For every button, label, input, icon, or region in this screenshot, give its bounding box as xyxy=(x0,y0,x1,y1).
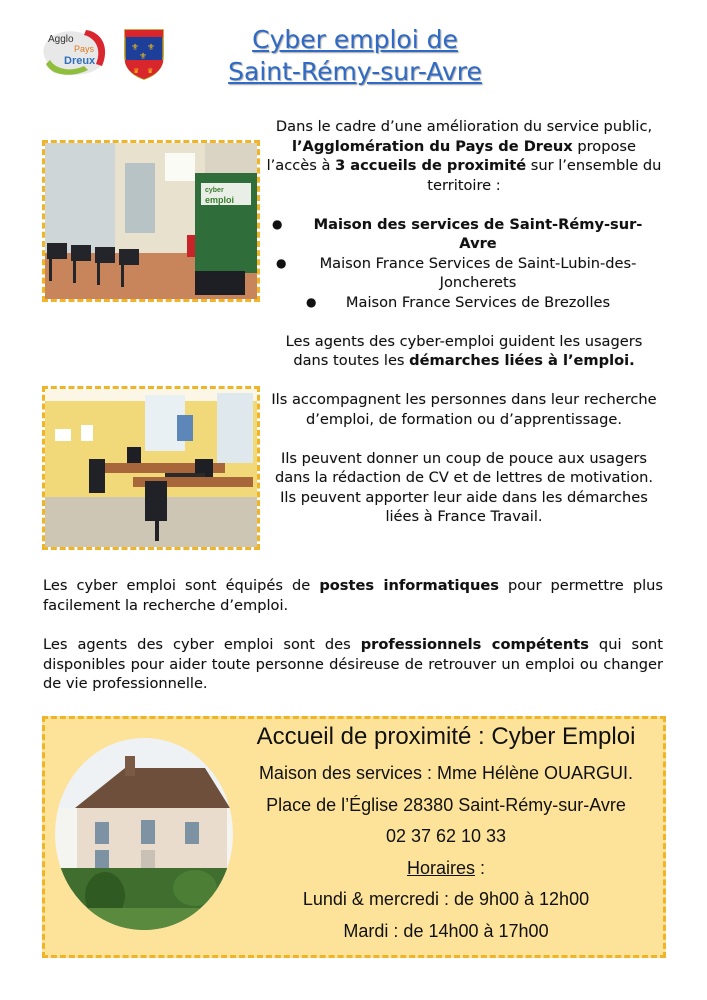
list-item: ● Maison des services de Saint-Rémy-sur-Avre xyxy=(272,215,643,252)
contact-address: Place de l’Église 28380 Saint-Rémy-sur-Avre xyxy=(266,794,626,815)
contact-person: Maison des services : Mme Hélène OUARGUI. xyxy=(258,763,634,783)
svg-text:♛: ♛ xyxy=(133,67,140,75)
page-title xyxy=(150,24,560,88)
professionals-paragraph: Les agents des cyber emploi sont des professionnels compétents qui sont disponibles pour aider toute personne désireuse de retrouver un emploi ou changer de vie professionnelle. xyxy=(43,636,663,692)
svg-text:⚜: ⚜ xyxy=(147,43,156,53)
svg-text:⚜: ⚜ xyxy=(131,43,140,53)
agglo-pays-de-dreux-logo xyxy=(38,26,110,78)
contact-details xyxy=(232,722,660,947)
title-line-1: Cyber emploi de xyxy=(252,25,458,54)
contact-heading: Accueil de proximité : Cyber Emploi xyxy=(256,723,636,750)
office-photo xyxy=(42,140,260,302)
help-paragraph: Ils peuvent donner un coup de pouce aux usagers dans la rédaction de CV et de lettres de motivation. Ils peuvent apporter leur aide dans les démarches liées à France Travail. xyxy=(274,449,654,525)
agents-paragraph: Les agents des cyber-emploi guident les usagers dans toutes les démarches liées à l’emploi. xyxy=(285,332,643,369)
equipment-paragraph: Les cyber emploi sont équipés de postes informatiques pour permettre plus facilement la recherche d’emploi. xyxy=(43,577,664,614)
computer-room-photo xyxy=(42,386,260,550)
accueils-count: 3 accueils de proximité xyxy=(335,157,527,174)
logo-word-2: Pays xyxy=(74,44,95,54)
svg-text:⚜: ⚜ xyxy=(139,52,148,62)
agglo-name: l’Agglomération du Pays de Dreux xyxy=(291,137,573,155)
svg-text:♛: ♛ xyxy=(147,67,154,75)
sign-word-2: emploi xyxy=(205,195,235,205)
hours-label: Horaires : xyxy=(406,857,486,878)
list-item: ● Maison France Services de Brezolles xyxy=(306,293,611,311)
services-list xyxy=(266,215,662,313)
hours-line-1: Lundi & mercredi : de 9h00 à 12h00 xyxy=(302,889,590,909)
sign-word-1: cyber xyxy=(205,187,224,194)
logo-word-3: Dreux xyxy=(64,55,96,67)
hours-line-2: Mardi : de 14h00 à 17h00 xyxy=(343,920,549,941)
title-line-2: Saint-Rémy-sur-Avre xyxy=(228,57,482,86)
accompany-paragraph: Ils accompagnent les personnes dans leur recherche d’emploi, de formation ou d’apprentissage. xyxy=(271,391,657,428)
logo-word-1: Agglo xyxy=(48,34,74,45)
building-photo xyxy=(55,738,233,930)
contact-phone[interactable]: 02 37 62 10 33 xyxy=(385,826,507,846)
intro-column xyxy=(266,117,662,527)
list-item: ● Maison France Services de Saint-Lubin-des-Joncherets xyxy=(276,254,637,291)
intro-paragraph: Dans le cadre d’une amélioration du service public, l’Agglomération du Pays de Dreux propose l’accès à 3 accueils de proximité sur l’ensemble du territoire : xyxy=(266,118,662,194)
